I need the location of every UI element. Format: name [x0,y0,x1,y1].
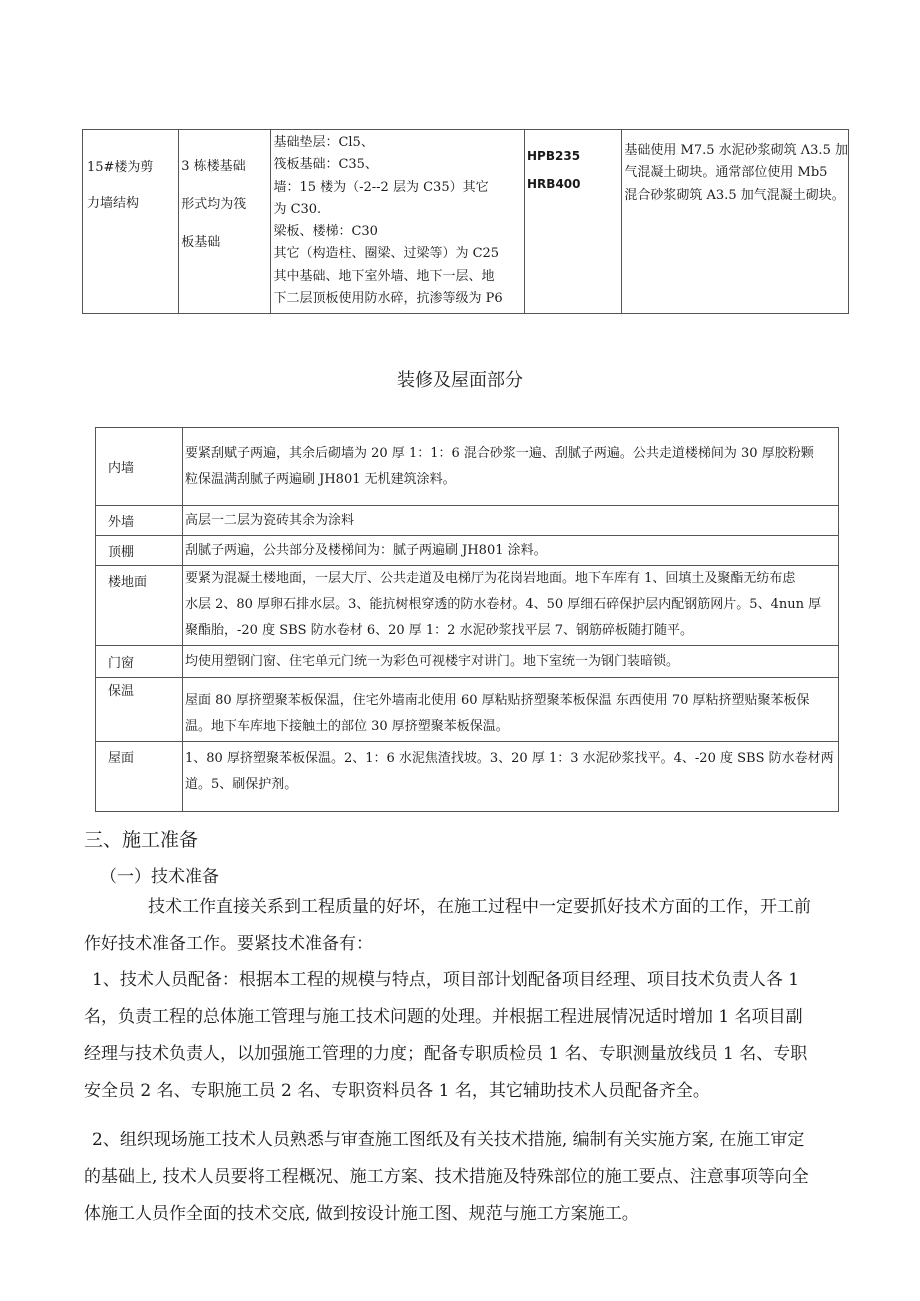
row-value [183,566,839,646]
row-label: 楼地面 [96,566,183,646]
para-line: 1、技术人员配备：根据本工程的规模与特点，项目部计划配备项目经理、项目技术负责人各 1 [92,970,800,990]
row-value [183,742,839,812]
cell-line: 为 C30. [273,201,322,217]
para-line: 技术工作直接关系到工程质量的好坏，在施工过程中一定要抓好技术方面的工作，开工前 [148,897,811,917]
row-label: 门窗 [96,646,183,678]
cell-line: 要紧为混凝土楼地面，一层大厅、公共走道及电梯厅为花岗岩地面。地下车库有 1、回填土及聚酯无纺布虑 [185,571,796,586]
masonry-cell [622,130,849,314]
structure-table [82,129,849,314]
cell-line: 基础使用 M7.5 水泥砂浆砌筑 Λ3.5 加 [624,143,848,158]
para-line: 2、组织现场施工技术人员熟悉与审查施工图纸及有关技术措施, 编制有关实施方案, 在施工审定 [92,1130,805,1150]
intro-paragraph [84,889,854,963]
cell-line: 形式均为筏 [181,197,247,212]
cell-line: 墙：15 楼为（-2--2 层为 C35）其它 [273,179,489,195]
cell-line: 温。地下车库地下接触土的部位 30 厚挤塑聚苯板保温。 [185,719,509,734]
cell-line: 混合砂浆砌筑 A3.5 加气混凝土砌块。 [624,187,845,203]
steel-grade-cell [525,130,622,314]
table-row [96,678,839,742]
row-label: 保温 [96,678,183,742]
cell-line: 高层一二层为瓷砖其余为涂料 [185,512,355,528]
table-row [96,506,839,536]
cell-line: 15#楼为剪 [87,160,154,175]
cell-line: 屋面 80 厚挤塑聚苯板保温，住宅外墙南北使用 60 厚粘贴挤塑聚苯板保温 东西使用 70 厚粘挤塑贴聚苯板保 [185,693,810,708]
cell-line: 下二层顶板使用防水碎，抗渗等级为 P6 [273,291,503,307]
row-label: 外墙 [96,506,183,536]
row-value [183,428,839,506]
para-line: 名，负责工程的总体施工管理与施工技术问题的处理。并根据工程进展情况适时增加 1 名项目副 [84,1007,803,1027]
para-line: 作好技术准备工作。要紧技术准备有： [84,934,373,954]
table-row [96,646,839,678]
cell-line: 要紧刮赋子两遍，其余后砌墙为 20 厚 1：1：6 混合砂浆一遍、刮腻子两遍。公共走道楼梯间为 30 厚胶粉颗 [185,445,814,461]
cell-line: 其它（构造柱、圈梁、过梁等）为 C25 [273,246,500,262]
item2-paragraph [84,1122,854,1233]
row-value [183,678,839,742]
section-title: 装修及屋面部分 [397,370,523,391]
foundation-cell [179,130,271,314]
cell-line: 气混凝土砌块。通常部位使用 Mb5 [624,165,828,181]
cell-line: HRB400 [527,177,581,191]
cell-line: 基础垫层：Cl5、 [273,135,374,150]
section-heading: 三、施工准备 [84,829,199,851]
concrete-grade-cell [271,130,525,314]
table-row [83,130,849,314]
row-label: 顶棚 [96,536,183,566]
cell-line: 力墙结构 [87,196,140,211]
cell-line: 3 栋楼基础 [181,159,246,174]
structure-type-cell [83,130,179,314]
decoration-table [95,427,839,812]
item1-paragraph [84,962,854,1110]
cell-line: 其中基础、地下室外墙、地下一层、地 [273,268,495,284]
para-line: 的基础上, 技术人员要将工程概况、施工方案、技术措施及特殊部位的施工要点、注意事项等向全 [84,1167,809,1187]
row-value [183,536,839,566]
cell-line: 聚酯胎，-20 度 SBS 防水卷材 6、20 厚 1：2 水泥砂浆找平层 7、钢筋碎板随打随平。 [185,623,693,638]
cell-line: 1、80 厚挤塑聚苯板保温。2、1：6 水泥焦渣找坡。3、20 厚 1：3 水泥砂浆找平。4、-20 度 SBS 防水卷材两 [185,751,834,766]
cell-line: 均使用塑钢门窗、住宅单元门统一为彩色可视楼宇对讲门。地下室统一为钢门装暗锁。 [185,653,680,669]
table-row [96,536,839,566]
row-label: 内墙 [96,428,183,506]
cell-line: 筏板基础：C35、 [273,157,378,173]
subsection-heading: （一）技术准备 [100,867,219,887]
cell-line: 梁板、楼梯：C30 [273,224,378,240]
cell-line: HPB235 [527,149,581,163]
table-row [96,742,839,812]
row-label: 屋面 [96,742,183,812]
row-value [183,506,839,536]
para-line: 安全员 2 名、专职施工员 2 名、专职资料员各 1 名，其它辅助技术人员配备齐全。 [84,1081,710,1101]
cell-line: 板基础 [181,235,221,250]
cell-line: 水层 2、80 厚卵石排水层。3、能抗树根穿透的防水卷材。4、50 厚细石碎保护层内配钢筋网片。5、4nun 厚 [185,597,822,612]
cell-line: 道。5、刷保护剂。 [185,777,298,792]
table-row [96,566,839,646]
row-value [183,646,839,678]
cell-line: 刮腻子两遍，公共部分及楼梯间为：腻子两遍刷 JH801 涂料。 [185,542,547,558]
cell-line: 粒保温满刮腻子两遍刷 JH801 无机建筑涂料。 [185,471,456,487]
table-row [96,428,839,506]
para-line: 经理与技术负责人，以加强施工管理的力度；配备专职质检员 1 名、专职测量放线员 1 名、专职 [84,1044,808,1064]
para-line: 体施工人员作全面的技术交底, 做到按设计施工图、规范与施工方案施工。 [84,1204,639,1224]
